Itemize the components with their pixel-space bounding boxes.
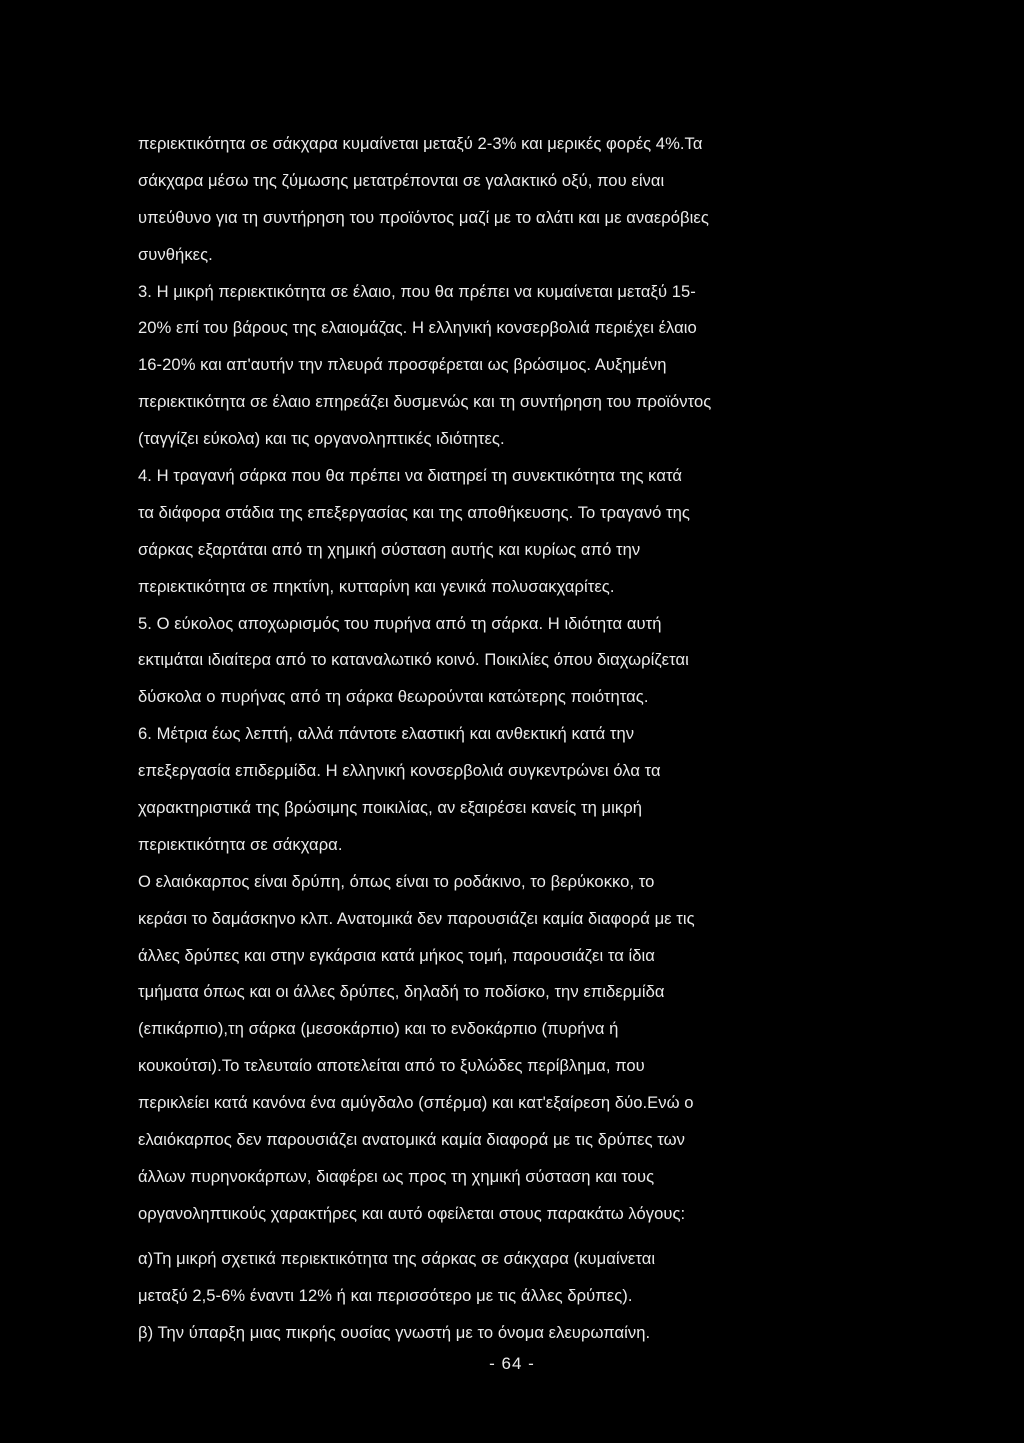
text-line: περιεκτικότητα σε έλαιο επηρεάζει δυσμενώς και τη συντήρηση του προϊόντος — [138, 392, 712, 412]
text-line: 20% επί του βάρους της ελαιομάζας. Η ελληνική κονσερβολιά περιέχει έλαιο — [138, 318, 697, 338]
text-line: τμήματα όπως και οι άλλες δρύπες, δηλαδή το ποδίσκο, την επιδερμίδα — [138, 982, 665, 1002]
body-text — [138, 126, 858, 1351]
text-line: 16-20% και απ'αυτήν την πλευρά προσφέρεται ως βρώσιμος. Αυξημένη — [138, 355, 667, 375]
text-line: Ο ελαιόκαρπος είναι δρύπη, όπως είναι το ροδάκινο, το βερύκοκκο, το — [138, 871, 655, 891]
text-line: τα διάφορα στάδια της επεξεργασίας και της αποθήκευσης. Το τραγανό της — [138, 502, 690, 522]
text-line: περικλείει κατά κανόνα ένα αμύγδαλο (σπέρμα) και κατ'εξαίρεση δύο.Ενώ ο — [138, 1093, 694, 1113]
text-line: κουκούτσι).Το τελευταίο αποτελείται από το ξυλώδες περίβλημα, που — [138, 1056, 645, 1076]
text-line: β) Την ύπαρξη μιας πικρής ουσίας γνωστή με το όνομα ελευρωπαίνη. — [138, 1322, 651, 1342]
text-line: σάρκας εξαρτάται από τη χημική σύσταση αυτής και κυρίως από την — [138, 539, 641, 559]
page-number: - 64 - — [489, 1354, 535, 1373]
text-line: (ταγγίζει εύκολα) και τις οργανοληπτικές ιδιότητες. — [138, 429, 505, 449]
text-line: υπεύθυνο για τη συντήρηση του προϊόντος μαζί με το αλάτι και με αναερόβιες — [138, 207, 709, 227]
text-line: επεξεργασία επιδερμίδα. Η ελληνική κονσερβολιά συγκεντρώνει όλα τα — [138, 761, 661, 781]
text-line: συνθήκες. — [138, 244, 213, 264]
text-line: μεταξύ 2,5-6% έναντι 12% ή και περισσότερο με τις άλλες δρύπες). — [138, 1285, 633, 1305]
text-line: άλλες δρύπες και στην εγκάρσια κατά μήκος τομή, παρουσιάζει τα ίδια — [138, 945, 655, 965]
text-line: σάκχαρα μέσω της ζύμωσης μετατρέπονται σε γαλακτικό οξύ, που είναι — [138, 170, 665, 190]
text-line: οργανοληπτικούς χαρακτήρες και αυτό οφείλεται στους παρακάτω λόγους: — [138, 1203, 686, 1223]
text-line: εκτιμάται ιδιαίτερα από το καταναλωτικό κοινό. Ποικιλίες όπου διαχωρίζεται — [138, 650, 689, 670]
text-line: α)Τη μικρή σχετικά περιεκτικότητα της σάρκας σε σάκχαρα (κυμαίνεται — [138, 1248, 656, 1268]
text-line: 3. Η μικρή περιεκτικότητα σε έλαιο, που θα πρέπει να κυμαίνεται μεταξύ 15- — [138, 281, 696, 301]
text-line: περιεκτικότητα σε σάκχαρα. — [138, 834, 343, 854]
text-line: 6. Μέτρια έως λεπτή, αλλά πάντοτε ελαστική και ανθεκτική κατά την — [138, 724, 635, 744]
text-line: περιεκτικότητα σε σάκχαρα κυμαίνεται μεταξύ 2-3% και μερικές φορές 4%.Τα — [138, 134, 703, 153]
text-line: δύσκολα ο πυρήνας από τη σάρκα θεωρούνται κατώτερης ποιότητας. — [138, 687, 649, 707]
text-line: ελαιόκαρπος δεν παρουσιάζει ανατομικά καμία διαφορά με τις δρύπες των — [138, 1130, 686, 1150]
text-line: περιεκτικότητα σε πηκτίνη, κυτταρίνη και γενικά πολυσακχαρίτες. — [138, 576, 615, 596]
text-line: χαρακτηριστικά της βρώσιμης ποικιλίας, αν εξαιρέσει κανείς τη μικρή — [138, 798, 643, 818]
text-line: 4. Η τραγανή σάρκα που θα πρέπει να διατηρεί τη συνεκτικότητα της κατά — [138, 466, 682, 486]
text-line: κεράσι το δαμάσκηνο κλπ. Ανατομικά δεν παρουσιάζει καμία διαφορά με τις — [138, 908, 695, 928]
paragraph-gap — [138, 1233, 858, 1241]
text-line: 5. Ο εύκολος αποχωρισμός του πυρήνα από τη σάρκα. Η ιδιότητα αυτή — [138, 613, 662, 633]
text-line: άλλων πυρηνοκάρπων, διαφέρει ως προς τη χημική σύσταση και τους — [138, 1166, 655, 1186]
text-line: (επικάρπιο),τη σάρκα (μεσοκάρπιο) και το ενδοκάρπιο (πυρήνα ή — [138, 1019, 619, 1039]
